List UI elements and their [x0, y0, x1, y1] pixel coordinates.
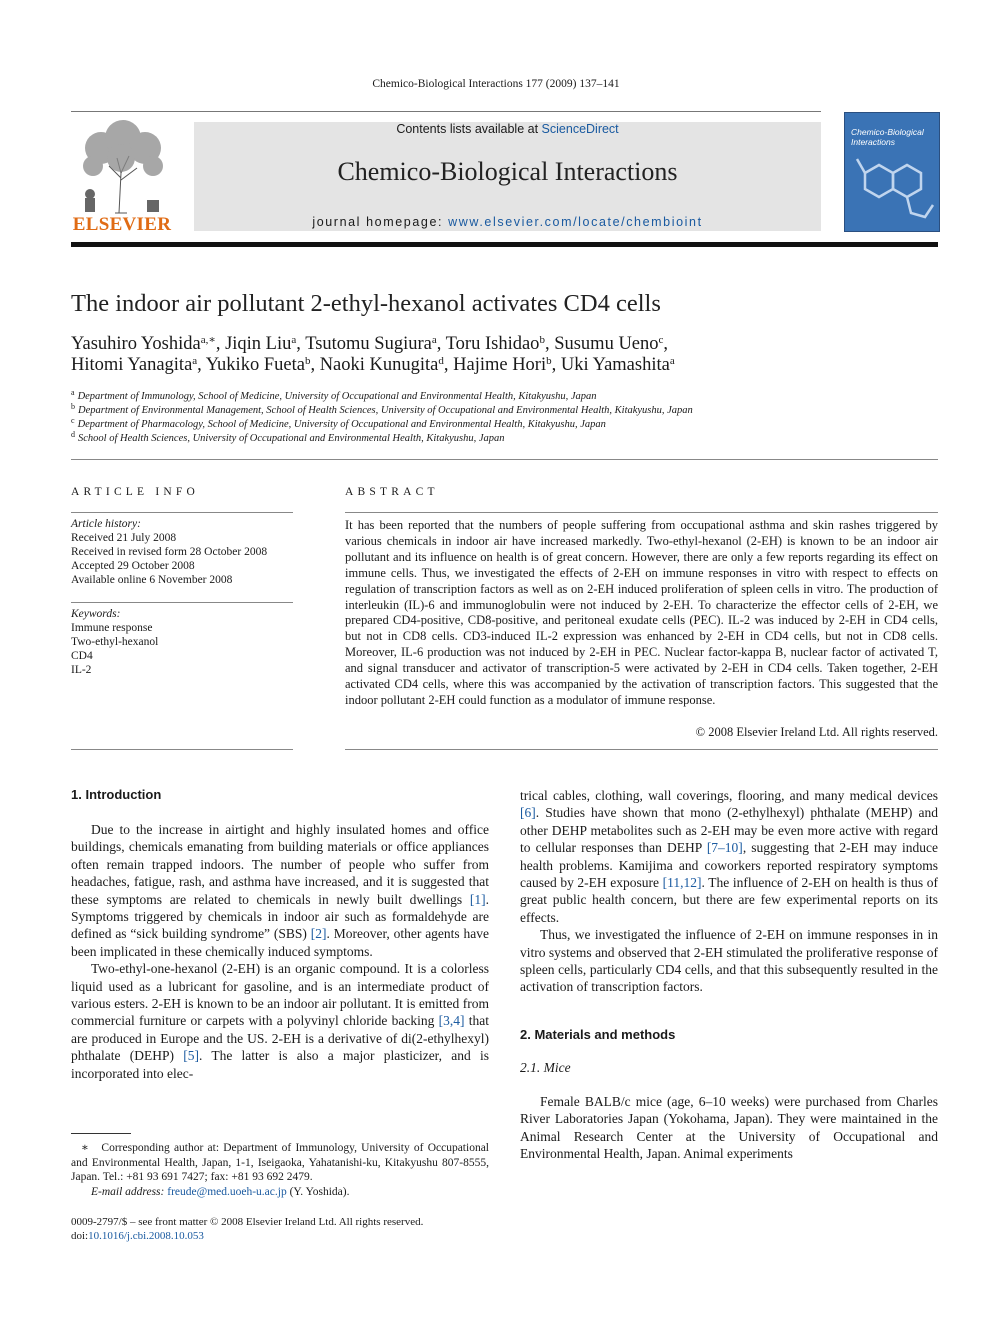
right-column-text	[520, 787, 938, 1162]
author-name: Hitomi Yanagita	[71, 355, 193, 375]
author-affiliation-mark: a	[291, 334, 297, 346]
author-affiliation-mark: a,∗	[200, 334, 216, 346]
molecule-icon	[845, 113, 939, 231]
contents-line	[194, 122, 821, 136]
header-divider	[71, 111, 821, 112]
email-suffix: (Y. Yoshida).	[286, 1185, 350, 1198]
author-affiliation-mark: a	[192, 355, 198, 367]
cover-title: Chemico-Biological Interactions	[851, 127, 924, 147]
author-name: Yasuhiro Yoshida	[71, 334, 201, 354]
keywords-block	[71, 607, 158, 677]
author-name: Tsutomu Sugiura	[305, 334, 432, 354]
corresponding-text: Corresponding author at: Department of Immunology, University of Occupational and Environmental Health, Japan, 1-1, Iseigaoka, Yahatanishi-ku, Kitakyushu 807-8555, Japan. Tel.: +81 93 691 7427; fax: +81 93 692 2479.	[71, 1142, 489, 1183]
reference-link[interactable]: [6]	[520, 805, 536, 821]
affiliations-divider	[71, 459, 938, 460]
header-thick-rule	[71, 242, 938, 247]
intro-paragraph-2: Two-ethyl-one-hexanol (2-EH) is an organic compound. It is a colorless liquid used as a lubricant for gasoline, and is an intermediate product of various esters. 2-EH is known to be an indoor air pollutant. It is emitted from commercial furniture or carpets with a polyvinyl chloride backing [3,4] that are produced in Europe and the US. 2-EH is a derivative of di(2-ethylhexyl) phthalate (DEHP) [5]. The latter is also a major plasticizer, and is incorporated into elec-	[71, 961, 489, 1081]
journal-title: Chemico-Biological Interactions	[337, 157, 678, 186]
email-link[interactable]: freude@med.uoeh-u.ac.jp	[167, 1185, 287, 1198]
article-info-heading: ARTICLE INFO	[71, 486, 199, 498]
author-affiliation-mark: b	[546, 355, 552, 367]
article-title: The indoor air pollutant 2-ethyl-hexanol activates CD4 cells	[71, 290, 661, 317]
history-accepted: Accepted 29 October 2008	[71, 560, 195, 572]
abstract-bottom-rule	[345, 749, 938, 750]
left-column-text	[71, 821, 489, 1081]
reference-link[interactable]: [3,4]	[438, 1013, 465, 1029]
author-affiliation-mark: b	[539, 334, 545, 346]
author-name: Jiqin Liu	[225, 334, 292, 354]
journal-homepage	[194, 215, 821, 229]
history-label: Article history:	[71, 518, 141, 530]
footnote-rule	[71, 1133, 131, 1134]
author-name: Susumu Ueno	[554, 334, 659, 354]
intro-paragraph-3: Thus, we investigated the influence of 2-EH on immune responses in in vitro systems and observed that 2-EH stimulated the proliferative response of spleen cells, particularly CD4 cells, and that this subsequently resulted in the activation of transcription factors.	[520, 927, 938, 995]
reference-link[interactable]: [5]	[183, 1048, 199, 1064]
author-name: Uki Yamashita	[560, 355, 670, 375]
keyword-item: Two-ethyl-hexanol	[71, 636, 159, 648]
abstract-copyright: © 2008 Elsevier Ireland Ltd. All rights reserved.	[695, 725, 938, 739]
reference-link[interactable]: [2]	[310, 926, 327, 942]
homepage-prefix: journal homepage:	[312, 215, 444, 229]
affiliation-d: $^d$ School of Health Sciences, University of Occupational and Environmental Health, Kitakyushu, Japan	[71, 430, 505, 444]
email-label: E-mail address:	[91, 1185, 165, 1198]
author-name: Yukiko Fueta	[205, 355, 305, 375]
affiliation-a: $^a$ Department of Immunology, School of Medicine, University of Occupational and Environmental Health, Kitakyushu, Japan	[71, 388, 597, 402]
article-info-rule	[71, 512, 293, 513]
journal-cover-image	[844, 112, 940, 232]
page-footer	[71, 1215, 423, 1243]
authors-line-1: Yasuhiro Yoshida$^{a,∗}$, Jiqin Liu$^a$, Tsutomu Sugiura$^a$, Toru Ishidao$^b$, Susumu Ueno$^c$,	[71, 334, 669, 354]
doi-link[interactable]: 10.1016/j.cbi.2008.10.053	[88, 1230, 204, 1242]
author-name: Naoki Kunugita	[319, 355, 439, 375]
keyword-item: Immune response	[71, 622, 153, 634]
author-affiliation-mark: c	[658, 334, 664, 346]
footnote-star: ∗	[81, 1142, 89, 1154]
author-affiliation-mark: d	[438, 355, 444, 367]
intro-paragraph-1: Due to the increase in airtight and highly insulated homes and office buildings, chemicals emanating from building materials or office appliances often remain trapped indoors. The number of people who suffer from headaches, fatigue, rash, and asthma have increased, and it is suggested that these symptoms are related to chemicals in newly built dwellings [1]. Symptoms triggered by chemicals in indoor air such as formaldehyde are defined as “sick building syndrome” (SBS) [2]. Moreover, other agents have been implicated in these chemically induced symptoms.	[71, 822, 489, 959]
journal-citation: Chemico-Biological Interactions 177 (2009) 137–141	[372, 78, 620, 90]
elsevier-wordmark: ELSEVIER	[72, 214, 172, 235]
reference-link[interactable]: [11,12]	[662, 875, 702, 891]
article-info-bottom-rule	[71, 749, 293, 750]
article-history	[71, 517, 267, 587]
author-affiliation-mark: b	[304, 355, 311, 367]
abstract-rule	[345, 512, 938, 513]
author-affiliation-mark: a	[669, 355, 675, 367]
history-received: Received 21 July 2008	[71, 532, 177, 544]
methods-paragraph-1: Female BALB/c mice (age, 6–10 weeks) were purchased from Charles River Laboratories Japan (Yokohama, Japan). They were maintained in the Animal Research Center at the University of Occupational and Environmental Health, Japan. Animal experiments	[520, 1093, 938, 1161]
corresponding-author-footnote	[71, 1141, 489, 1199]
authors-line-2: Hitomi Yanagita$^a$, Yukiko Fueta$^b$, Naoki Kunugita$^d$, Hajime Hori$^b$, Uki Yamashita$^a$	[71, 355, 675, 375]
affiliation-b: $^b$ Department of Environmental Management, School of Health Sciences, University of Occupational and Environmental Health, Kitakyushu, Japan	[71, 402, 693, 416]
keywords-rule	[71, 602, 293, 603]
section-2-heading: 2. Materials and methods	[520, 1026, 676, 1042]
affiliation-c: $^c$ Department of Pharmacology, School of Medicine, University of Occupational and Environmental Health, Kitakyushu, Japan	[71, 416, 606, 430]
keywords-label: Keywords:	[71, 608, 121, 620]
author-name: Hajime Hori	[453, 355, 547, 375]
contents-prefix: Contents lists available at	[396, 122, 539, 136]
keyword-item: CD4	[71, 650, 93, 662]
section-1-heading: 1. Introduction	[71, 787, 162, 802]
section-2-1-heading: 2.1. Mice	[520, 1060, 571, 1076]
reference-link[interactable]: [1]	[469, 891, 486, 907]
keyword-item: IL-2	[71, 664, 92, 676]
abstract-heading: ABSTRACT	[345, 486, 439, 498]
abstract-text: It has been reported that the numbers of people suffering from occupational asthma and skin rashes triggered by various chemicals in indoor air have increased markedly. Two-ethyl-hexanol (2-EH) is known to be an indoor air pollutant and its influence on health is of great concern. However, there are only a few reports regarding its effect on immune cells. Thus, we investigated the effects of 2-EH on immune responses in vitro with respect to effects on regulation of transcription factors as well as on 2-EH induced proliferation of spleen cells in vitro. The production of interleukin (IL)-6 and immunoglobulin were not induced by 2-EH. To characterize the effector cells of 2-EH, we prepared CD4-positive, CD8-positive, and peritoneal exudate cells (PEC). IL-2 was induced by 2-EH in CD4 cells, but not in CD8 cells. CD3-induced IL-2 expression was enhanced by 2-EH in CD4 cells, but not in CD8 cells. Moreover, IL-6 production was not induced by 2-EH in PEC. Nuclear factor-kappa B, nuclear factor of activated T, and signal transducer and activator of transcription-5 were activated by 2-EH in CD4 cells. Taken together, 2-EH activated CD4 cells, where this was accompanied by the activation of transcription factors. This suggested that the indoor pollutant 2-EH could function as a modulator of immune response.	[345, 518, 938, 707]
author-name: Toru Ishidao	[445, 334, 540, 354]
reference-link[interactable]: [7–10]	[706, 840, 743, 856]
intro-paragraph-2-continued: trical cables, clothing, wall coverings, flooring, and many medical devices [6]. Studies have shown that mono (2-ethylhexyl) phthalate (MEHP) and other DEHP metabolites such as 2-EH may be even more active with regard to cellular responses than DEHP [7–10], suggesting that 2-EH may induce health problems. Kamijima and coworkers reported respiratory symptoms caused by 2-EH exposure [11,12]. The influence of 2-EH on health is thus of great public health concern, but there are few experimental reports on its effects.	[520, 788, 938, 925]
homepage-link[interactable]: www.elsevier.com/locate/chembioint	[448, 215, 703, 229]
doi-prefix: doi:	[71, 1230, 89, 1242]
author-affiliation-mark: a	[431, 334, 437, 346]
sciencedirect-link[interactable]: ScienceDirect	[541, 122, 619, 136]
history-online: Available online 6 November 2008	[71, 574, 233, 586]
history-revised: Received in revised form 28 October 2008	[71, 546, 268, 558]
issn-line: 0009-2797/$ – see front matter © 2008 Elsevier Ireland Ltd. All rights reserved.	[71, 1216, 424, 1228]
